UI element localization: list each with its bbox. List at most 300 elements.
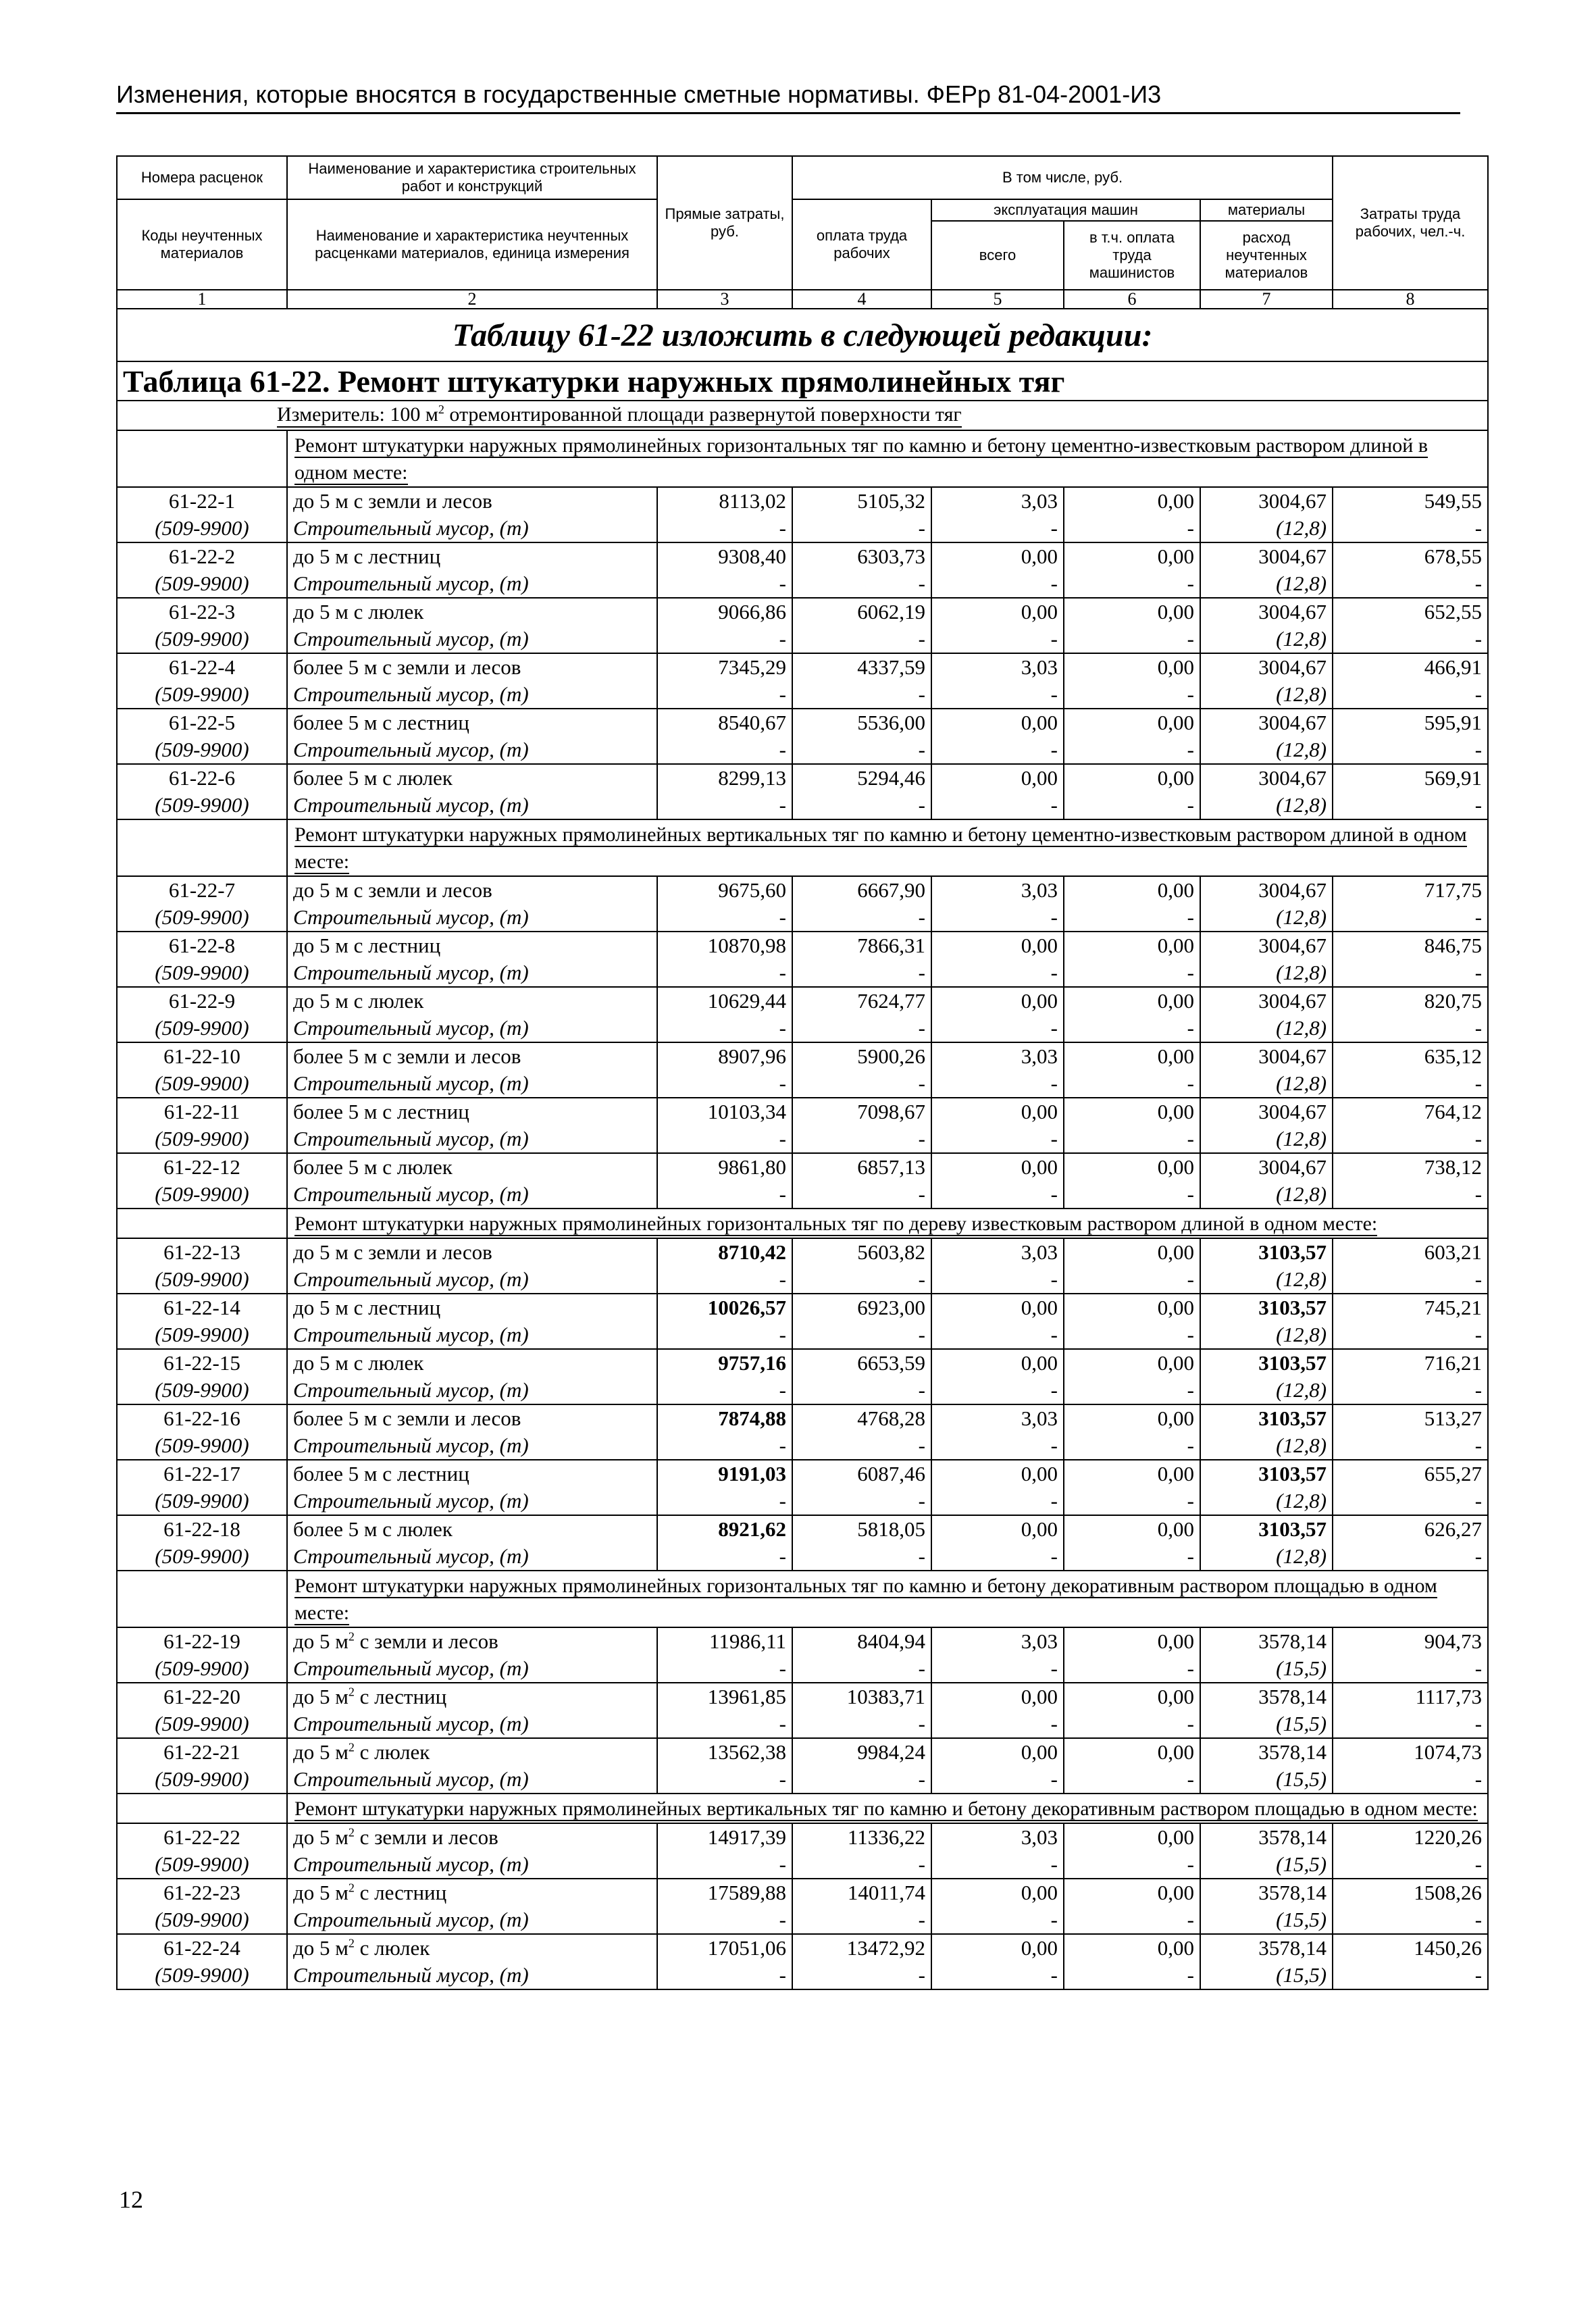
direct-cost-dash: - <box>657 1851 792 1879</box>
machines-total: 3,03 <box>931 1042 1064 1070</box>
machines-dash: - <box>931 1321 1064 1349</box>
group-description-text: Ремонт штукатурки наружных прямолинейных вертикальных тяг по камню и бетону цементно-известковым раствором длиной в одном месте: <box>294 823 1467 873</box>
material-code: (509-9900) <box>117 1488 287 1515</box>
machines-dash: - <box>931 904 1064 932</box>
labor-hours: 635,12 <box>1333 1042 1488 1070</box>
group-description <box>287 1794 1488 1823</box>
labor-pay-dash: - <box>792 1070 931 1098</box>
rate-code: 61-22-19 <box>117 1627 287 1655</box>
table-row <box>117 876 1488 904</box>
machinist-pay: 0,00 <box>1064 1238 1200 1266</box>
work-name: более 5 м с земли и лесов <box>287 1042 657 1070</box>
machinist-dash: - <box>1064 1766 1200 1794</box>
machines-dash: - <box>931 736 1064 764</box>
group-description-text: Ремонт штукатурки наружных прямолинейных горизонтальных тяг по камню и бетону цементно-известковым раствором длиной в одном месте: <box>294 434 1428 484</box>
work-name: до 5 м с люлек <box>287 598 657 626</box>
materials-cost: 3004,67 <box>1200 653 1333 681</box>
machines-total: 3,03 <box>931 1823 1064 1851</box>
direct-cost: 7874,88 <box>657 1404 792 1432</box>
machines-dash: - <box>931 681 1064 709</box>
work-name-part: до 5 м <box>293 1685 349 1708</box>
table-row <box>117 764 1488 792</box>
machinist-pay: 0,00 <box>1064 1738 1200 1766</box>
direct-cost-dash: - <box>657 1181 792 1209</box>
direct-cost-dash: - <box>657 1655 792 1683</box>
machines-total: 0,00 <box>931 764 1064 792</box>
labor-hours-dash: - <box>1333 1766 1488 1794</box>
machines-dash: - <box>931 959 1064 987</box>
materials-cost: 3004,67 <box>1200 764 1333 792</box>
labor-pay: 5536,00 <box>792 709 931 736</box>
labor-hours-dash: - <box>1333 1125 1488 1153</box>
materials-cost: 3004,67 <box>1200 598 1333 626</box>
labor-pay-dash: - <box>792 681 931 709</box>
rate-code: 61-22-9 <box>117 987 287 1015</box>
material-code: (509-9900) <box>117 959 287 987</box>
direct-cost-dash: - <box>657 736 792 764</box>
materials-cost: 3004,67 <box>1200 876 1333 904</box>
work-name: более 5 м с люлек <box>287 1153 657 1181</box>
superscript: 2 <box>348 1685 355 1699</box>
col-rate-numbers: Номера расценок <box>117 156 287 199</box>
table-row <box>117 542 1488 570</box>
table-row <box>117 1238 1488 1266</box>
rate-code: 61-22-1 <box>117 487 287 515</box>
material-name: Строительный мусор, (т) <box>287 1851 657 1879</box>
table-row-material <box>117 1070 1488 1098</box>
material-name: Строительный мусор, (т) <box>287 1655 657 1683</box>
work-name: до 5 м с люлек <box>287 1349 657 1377</box>
rate-code: 61-22-22 <box>117 1823 287 1851</box>
direct-cost-dash: - <box>657 626 792 653</box>
work-name-part: до 5 м <box>293 1629 349 1653</box>
material-name: Строительный мусор, (т) <box>287 515 657 542</box>
work-name: более 5 м с земли и лесов <box>287 1404 657 1432</box>
material-code: (509-9900) <box>117 1766 287 1794</box>
materials-cost: 3004,67 <box>1200 709 1333 736</box>
labor-pay-dash: - <box>792 1015 931 1042</box>
labor-hours-dash: - <box>1333 1488 1488 1515</box>
material-quantity: (12,8) <box>1200 1543 1333 1571</box>
material-name: Строительный мусор, (т) <box>287 736 657 764</box>
machinist-pay: 0,00 <box>1064 1153 1200 1181</box>
work-name: более 5 м с земли и лесов <box>287 653 657 681</box>
table-row-material <box>117 1543 1488 1571</box>
machines-dash: - <box>931 570 1064 598</box>
rate-code: 61-22-2 <box>117 542 287 570</box>
labor-pay: 5900,26 <box>792 1042 931 1070</box>
machines-total: 0,00 <box>931 598 1064 626</box>
table-row-material <box>117 1710 1488 1738</box>
col-machines: эксплуатация машин <box>931 199 1200 221</box>
labor-hours: 904,73 <box>1333 1627 1488 1655</box>
materials-cost: 3004,67 <box>1200 1042 1333 1070</box>
labor-hours: 716,21 <box>1333 1349 1488 1377</box>
labor-pay: 10383,71 <box>792 1683 931 1710</box>
superscript: 2 <box>348 1936 355 1950</box>
material-name: Строительный мусор, (т) <box>287 1962 657 1989</box>
labor-pay: 6653,59 <box>792 1349 931 1377</box>
material-name: Строительный мусор, (т) <box>287 681 657 709</box>
labor-hours: 1074,73 <box>1333 1738 1488 1766</box>
work-name-part: с земли и лесов <box>354 1825 498 1849</box>
direct-cost-dash: - <box>657 1377 792 1404</box>
rate-code: 61-22-10 <box>117 1042 287 1070</box>
machines-dash: - <box>931 1962 1064 1989</box>
labor-hours: 626,27 <box>1333 1515 1488 1543</box>
material-quantity: (15,5) <box>1200 1962 1333 1989</box>
labor-hours-dash: - <box>1333 792 1488 819</box>
col-material-name: Наименование и характеристика неучтенных расценками материалов, единица измерения <box>287 199 657 290</box>
measure-unit-row <box>117 401 1488 430</box>
machinist-pay: 0,00 <box>1064 1349 1200 1377</box>
rate-code: 61-22-6 <box>117 764 287 792</box>
group-description <box>287 1209 1488 1238</box>
labor-hours: 1508,26 <box>1333 1879 1488 1906</box>
labor-hours: 738,12 <box>1333 1153 1488 1181</box>
machinist-pay: 0,00 <box>1064 487 1200 515</box>
labor-pay-dash: - <box>792 1766 931 1794</box>
labor-hours-dash: - <box>1333 1321 1488 1349</box>
material-code: (509-9900) <box>117 1266 287 1294</box>
material-name: Строительный мусор, (т) <box>287 1432 657 1460</box>
machinist-dash: - <box>1064 570 1200 598</box>
work-name: более 5 м с люлек <box>287 764 657 792</box>
labor-pay: 7624,77 <box>792 987 931 1015</box>
work-name-part: с земли и лесов <box>354 1629 498 1653</box>
labor-pay: 11336,22 <box>792 1823 931 1851</box>
materials-cost: 3103,57 <box>1200 1238 1333 1266</box>
edit-instruction: Таблицу 61-22 изложить в следующей редакции: <box>117 309 1488 361</box>
machines-dash: - <box>931 1710 1064 1738</box>
machinist-dash: - <box>1064 515 1200 542</box>
labor-hours-dash: - <box>1333 1851 1488 1879</box>
table-row-material <box>117 515 1488 542</box>
labor-pay: 5603,82 <box>792 1238 931 1266</box>
table-row <box>117 653 1488 681</box>
work-name: до 5 м с лестниц <box>287 932 657 959</box>
labor-hours: 820,75 <box>1333 987 1488 1015</box>
work-name: до 5 м с земли и лесов <box>287 1238 657 1266</box>
rate-code: 61-22-16 <box>117 1404 287 1432</box>
material-name: Строительный мусор, (т) <box>287 1488 657 1515</box>
machines-total: 0,00 <box>931 1515 1064 1543</box>
machinist-dash: - <box>1064 1070 1200 1098</box>
material-code: (509-9900) <box>117 1710 287 1738</box>
labor-hours-dash: - <box>1333 1962 1488 1989</box>
labor-pay: 14011,74 <box>792 1879 931 1906</box>
group-empty-cell <box>117 1571 287 1627</box>
direct-cost-dash: - <box>657 1543 792 1571</box>
material-code: (509-9900) <box>117 904 287 932</box>
labor-pay: 6857,13 <box>792 1153 931 1181</box>
table-row-material <box>117 1377 1488 1404</box>
table-row-material <box>117 1015 1488 1042</box>
labor-pay: 9984,24 <box>792 1738 931 1766</box>
material-name: Строительный мусор, (т) <box>287 1543 657 1571</box>
labor-hours-dash: - <box>1333 1543 1488 1571</box>
group-empty-cell <box>117 1209 287 1238</box>
machinist-dash: - <box>1064 1266 1200 1294</box>
table-header <box>117 156 1488 430</box>
labor-hours-dash: - <box>1333 626 1488 653</box>
materials-cost: 3004,67 <box>1200 932 1333 959</box>
col-direct-costs: Прямые затраты, руб. <box>657 156 792 290</box>
materials-cost: 3004,67 <box>1200 487 1333 515</box>
col-machines-total: всего <box>931 221 1064 290</box>
table-row <box>117 1349 1488 1377</box>
labor-pay: 5294,46 <box>792 764 931 792</box>
machines-total: 0,00 <box>931 1738 1064 1766</box>
col-material-codes: Коды неучтенных материалов <box>117 199 287 290</box>
direct-cost: 9191,03 <box>657 1460 792 1488</box>
labor-hours-dash: - <box>1333 959 1488 987</box>
material-name: Строительный мусор, (т) <box>287 1015 657 1042</box>
labor-pay: 5105,32 <box>792 487 931 515</box>
material-quantity: (12,8) <box>1200 1488 1333 1515</box>
direct-cost-dash: - <box>657 1015 792 1042</box>
materials-cost: 3103,57 <box>1200 1404 1333 1432</box>
machines-total: 0,00 <box>931 1934 1064 1962</box>
col-num-5: 5 <box>931 290 1064 309</box>
direct-cost: 10103,34 <box>657 1098 792 1125</box>
table-row <box>117 932 1488 959</box>
material-name: Строительный мусор, (т) <box>287 1321 657 1349</box>
machinist-dash: - <box>1064 1125 1200 1153</box>
labor-pay-dash: - <box>792 1181 931 1209</box>
direct-cost: 13961,85 <box>657 1683 792 1710</box>
table-row-material <box>117 1181 1488 1209</box>
work-name <box>287 1627 657 1655</box>
group-description <box>287 430 1488 487</box>
table-row-material <box>117 681 1488 709</box>
group-header-row <box>117 430 1488 487</box>
labor-pay: 13472,92 <box>792 1934 931 1962</box>
material-quantity: (12,8) <box>1200 1377 1333 1404</box>
table-row-material <box>117 959 1488 987</box>
table-row <box>117 487 1488 515</box>
labor-hours-dash: - <box>1333 1070 1488 1098</box>
labor-hours-dash: - <box>1333 1266 1488 1294</box>
col-num-1: 1 <box>117 290 287 309</box>
machines-total: 0,00 <box>931 987 1064 1015</box>
labor-pay-dash: - <box>792 626 931 653</box>
group-description-text: Ремонт штукатурки наружных прямолинейных горизонтальных тяг по камню и бетону декоративным раствором площадью в одном месте: <box>294 1575 1437 1624</box>
material-name: Строительный мусор, (т) <box>287 959 657 987</box>
machinist-dash: - <box>1064 626 1200 653</box>
material-quantity: (12,8) <box>1200 515 1333 542</box>
rate-code: 61-22-12 <box>117 1153 287 1181</box>
machines-dash: - <box>931 1377 1064 1404</box>
labor-hours-dash: - <box>1333 1710 1488 1738</box>
work-name-part: с лестниц <box>354 1881 447 1904</box>
machines-total: 0,00 <box>931 1294 1064 1321</box>
table-row-material <box>117 1655 1488 1683</box>
group-header-row <box>117 1794 1488 1823</box>
machinist-pay: 0,00 <box>1064 542 1200 570</box>
labor-pay-dash: - <box>792 570 931 598</box>
table-row <box>117 987 1488 1015</box>
measure-unit: Измеритель: 100 $м^2$ отремонтированной площади развернутой поверхности тяг <box>277 403 962 428</box>
labor-pay-dash: - <box>792 904 931 932</box>
material-quantity: (15,5) <box>1200 1766 1333 1794</box>
rate-code: 61-22-20 <box>117 1683 287 1710</box>
table-row-material <box>117 570 1488 598</box>
material-code: (509-9900) <box>117 626 287 653</box>
material-code: (509-9900) <box>117 1125 287 1153</box>
material-name: Строительный мусор, (т) <box>287 1266 657 1294</box>
work-name: до 5 м с люлек <box>287 987 657 1015</box>
work-name-part: до 5 м <box>293 1740 349 1764</box>
labor-pay: 7098,67 <box>792 1098 931 1125</box>
material-name: Строительный мусор, (т) <box>287 1710 657 1738</box>
work-name-part: до 5 м <box>293 1881 349 1904</box>
table-row-material <box>117 1962 1488 1989</box>
materials-cost: 3578,14 <box>1200 1934 1333 1962</box>
group-empty-cell <box>117 430 287 487</box>
labor-pay-dash: - <box>792 1377 931 1404</box>
table-row-material <box>117 736 1488 764</box>
col-num-7: 7 <box>1200 290 1333 309</box>
machinist-dash: - <box>1064 1655 1200 1683</box>
rate-code: 61-22-21 <box>117 1738 287 1766</box>
superscript: 2 <box>348 1740 355 1754</box>
material-quantity: (15,5) <box>1200 1906 1333 1934</box>
rate-code: 61-22-4 <box>117 653 287 681</box>
material-code: (509-9900) <box>117 570 287 598</box>
labor-pay: 4768,28 <box>792 1404 931 1432</box>
machinist-pay: 0,00 <box>1064 1627 1200 1655</box>
table-row <box>117 709 1488 736</box>
direct-cost: 11986,11 <box>657 1627 792 1655</box>
materials-cost: 3578,14 <box>1200 1627 1333 1655</box>
table-row-material <box>117 1266 1488 1294</box>
material-code: (509-9900) <box>117 736 287 764</box>
rate-code: 61-22-24 <box>117 1934 287 1962</box>
machines-dash: - <box>931 1266 1064 1294</box>
labor-hours: 549,55 <box>1333 487 1488 515</box>
labor-hours: 652,55 <box>1333 598 1488 626</box>
labor-pay: 6087,46 <box>792 1460 931 1488</box>
machines-total: 3,03 <box>931 1238 1064 1266</box>
superscript: 2 <box>348 1881 355 1895</box>
materials-cost: 3103,57 <box>1200 1460 1333 1488</box>
material-code: (509-9900) <box>117 1655 287 1683</box>
table-row-material <box>117 1851 1488 1879</box>
machines-dash: - <box>931 792 1064 819</box>
rate-code: 61-22-3 <box>117 598 287 626</box>
table-row <box>117 1042 1488 1070</box>
labor-pay: 6303,73 <box>792 542 931 570</box>
rate-code: 61-22-7 <box>117 876 287 904</box>
material-code: (509-9900) <box>117 1070 287 1098</box>
col-material-usage: расход неучтенных материалов <box>1200 221 1333 290</box>
labor-hours: 466,91 <box>1333 653 1488 681</box>
machinist-dash: - <box>1064 681 1200 709</box>
material-quantity: (12,8) <box>1200 736 1333 764</box>
direct-cost-dash: - <box>657 1962 792 1989</box>
material-code: (509-9900) <box>117 515 287 542</box>
labor-pay-dash: - <box>792 1125 931 1153</box>
direct-cost-dash: - <box>657 1321 792 1349</box>
material-quantity: (15,5) <box>1200 1655 1333 1683</box>
work-name: до 5 м с лестниц <box>287 1294 657 1321</box>
machinist-dash: - <box>1064 736 1200 764</box>
material-quantity: (12,8) <box>1200 1070 1333 1098</box>
machinist-pay: 0,00 <box>1064 1098 1200 1125</box>
machinist-dash: - <box>1064 1851 1200 1879</box>
col-labor-hours: Затраты труда рабочих, чел.-ч. <box>1333 156 1488 290</box>
table-row <box>117 1879 1488 1906</box>
direct-cost: 8113,02 <box>657 487 792 515</box>
direct-cost-dash: - <box>657 1488 792 1515</box>
machinist-dash: - <box>1064 904 1200 932</box>
material-quantity: (12,8) <box>1200 626 1333 653</box>
work-name: более 5 м с лестниц <box>287 1098 657 1125</box>
machinist-pay: 0,00 <box>1064 1460 1200 1488</box>
machinist-dash: - <box>1064 1543 1200 1571</box>
material-quantity: (15,5) <box>1200 1851 1333 1879</box>
machinist-dash: - <box>1064 1015 1200 1042</box>
table-row <box>117 1460 1488 1488</box>
direct-cost: 7345,29 <box>657 653 792 681</box>
rate-code: 61-22-14 <box>117 1294 287 1321</box>
machines-dash: - <box>931 1125 1064 1153</box>
material-code: (509-9900) <box>117 1181 287 1209</box>
machinist-pay: 0,00 <box>1064 1042 1200 1070</box>
work-name-part: с люлек <box>354 1740 430 1764</box>
labor-hours-dash: - <box>1333 1015 1488 1042</box>
labor-pay: 5818,05 <box>792 1515 931 1543</box>
work-name-part: с люлек <box>354 1936 430 1960</box>
labor-pay-dash: - <box>792 1432 931 1460</box>
table-row-material <box>117 1321 1488 1349</box>
machines-total: 3,03 <box>931 1404 1064 1432</box>
material-code: (509-9900) <box>117 1906 287 1934</box>
machinist-dash: - <box>1064 959 1200 987</box>
material-name: Строительный мусор, (т) <box>287 1125 657 1153</box>
machines-total: 0,00 <box>931 1879 1064 1906</box>
labor-pay: 7866,31 <box>792 932 931 959</box>
col-num-8: 8 <box>1333 290 1488 309</box>
material-code: (509-9900) <box>117 1321 287 1349</box>
machines-dash: - <box>931 1015 1064 1042</box>
material-quantity: (12,8) <box>1200 792 1333 819</box>
machines-total: 0,00 <box>931 932 1064 959</box>
work-name: более 5 м с лестниц <box>287 709 657 736</box>
direct-cost-dash: - <box>657 570 792 598</box>
work-name-part: до 5 м <box>293 1825 349 1849</box>
labor-pay-dash: - <box>792 1543 931 1571</box>
machines-dash: - <box>931 515 1064 542</box>
rate-code: 61-22-15 <box>117 1349 287 1377</box>
page-header: Изменения, которые вносятся в государственные сметные нормативы. ФЕРр 81-04-2001-И3 <box>116 80 1460 114</box>
machinist-pay: 0,00 <box>1064 764 1200 792</box>
table-row-material <box>117 1766 1488 1794</box>
material-quantity: (12,8) <box>1200 904 1333 932</box>
machines-total: 0,00 <box>931 1349 1064 1377</box>
machinist-dash: - <box>1064 1377 1200 1404</box>
materials-cost: 3004,67 <box>1200 1153 1333 1181</box>
machines-total: 0,00 <box>931 542 1064 570</box>
machines-dash: - <box>931 1851 1064 1879</box>
machines-total: 0,00 <box>931 1098 1064 1125</box>
machinist-dash: - <box>1064 1710 1200 1738</box>
col-including: В том числе, руб. <box>792 156 1333 199</box>
machinist-pay: 0,00 <box>1064 876 1200 904</box>
machinist-pay: 0,00 <box>1064 1515 1200 1543</box>
table-title: Таблица 61-22. Ремонт штукатурки наружных прямолинейных тяг <box>117 361 1488 401</box>
